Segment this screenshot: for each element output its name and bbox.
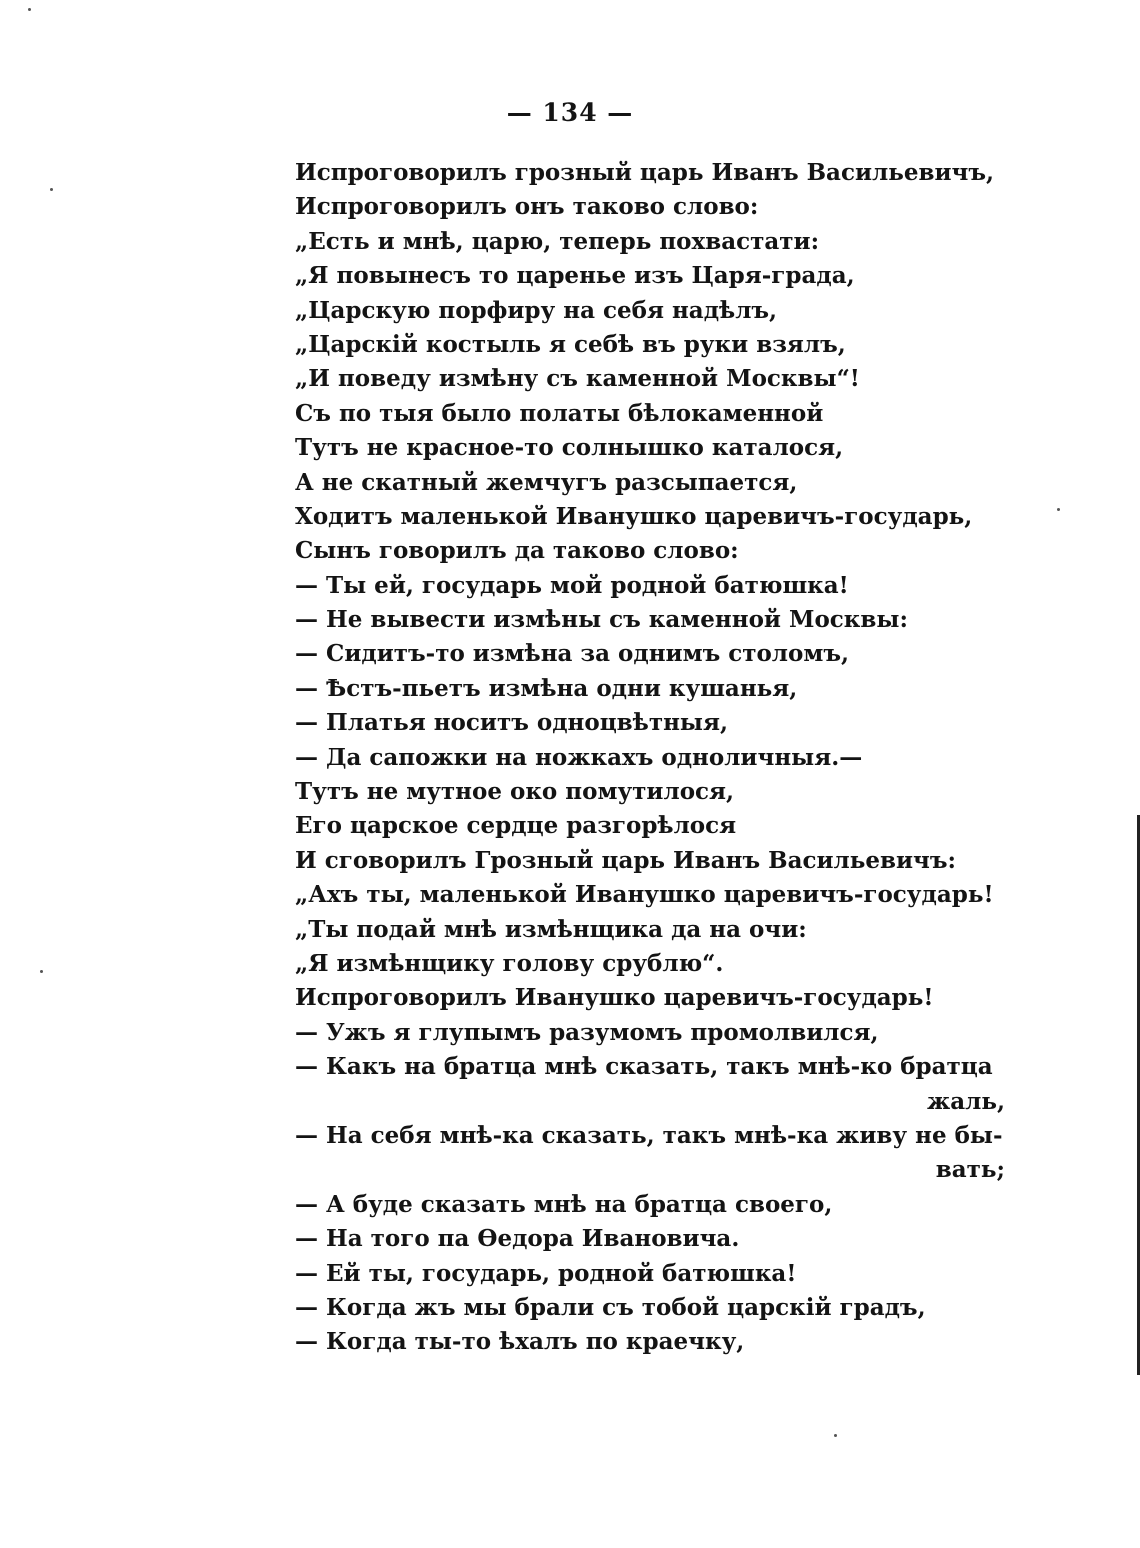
text-line: И сговорилъ Грозный царь Иванъ Васильевичъ: <box>295 846 957 874</box>
text-line: „Я измѣнщику голову срублю“. <box>295 949 724 977</box>
scan-speck <box>40 970 43 973</box>
text-line: Испроговорилъ Иванушко царевичъ-государь! <box>295 984 934 1012</box>
text-line: „Царскую порфиру на себя надѣлъ, <box>295 296 778 324</box>
text-line: — Когда ты-то ѣхалъ по краечку, <box>295 1328 745 1356</box>
scan-speck <box>28 8 31 11</box>
text-line: — Сидитъ-то измѣна за однимъ столомъ, <box>295 640 849 668</box>
poem-text <box>295 156 1005 1360</box>
text-line: Испроговорилъ онъ таково слово: <box>295 193 759 221</box>
page-number: — 134 — <box>506 98 634 127</box>
text-line: А не скатный жемчугъ разсыпается, <box>295 468 798 496</box>
text-line: „Ты подай мнѣ измѣнщика да на очи: <box>295 915 807 943</box>
scan-speck <box>834 1434 837 1437</box>
text-line: — Да сапожки на ножкахъ одноличныя.— <box>295 743 863 771</box>
text-line: — Ей ты, государь, родной батюшка! <box>295 1259 797 1287</box>
text-line: Сынъ говорилъ да таково слово: <box>295 537 739 565</box>
text-line: — Ты ей, государь мой родной батюшка! <box>295 571 849 599</box>
text-line: Тутъ не мутное око помутилося, <box>295 778 735 806</box>
text-line: „И поведу измѣну съ каменной Москвы“! <box>295 365 860 393</box>
scan-speck <box>50 188 53 191</box>
text-line: „Царскій костыль я себѣ въ руки взялъ, <box>295 330 846 358</box>
text-line: Тутъ не красное-то солнышко каталося, <box>295 434 844 462</box>
text-line: — Когда жъ мы брали съ тобой царскій градъ, <box>295 1293 926 1321</box>
text-line: — Ѣстъ-пьетъ измѣна одни кушанья, <box>295 674 798 702</box>
text-line: Испроговорилъ грозный царь Иванъ Васильевичъ, <box>295 159 994 186</box>
text-line: „Ахъ ты, маленькой Иванушко царевичъ-государь! <box>295 881 994 909</box>
text-line: — Не вывести измѣны съ каменной Москвы: <box>295 606 908 634</box>
text-line: Ходитъ маленькой Иванушко царевичъ-государь, <box>295 502 973 530</box>
text-line: Его царское сердце разгорѣлося <box>295 812 737 840</box>
text-line: — На себя мнѣ-ка сказать, такъ мнѣ-ка живу не бы- <box>295 1121 1003 1149</box>
scan-speck <box>1057 508 1060 511</box>
text-line: „Я повынесъ то царенье изъ Царя-града, <box>295 262 855 290</box>
text-line-continuation: вать; <box>935 1156 1005 1184</box>
text-line: — А буде сказать мнѣ на братца своего, <box>295 1190 833 1218</box>
text-line: — Ужъ я глупымъ разумомъ промолвился, <box>295 1018 879 1046</box>
text-line: — Какъ на братца мнѣ сказать, такъ мнѣ-ко братца <box>295 1053 993 1081</box>
text-line-continuation: жаль, <box>927 1087 1005 1115</box>
text-line: Съ по тыя было полаты бѣлокаменной <box>295 399 824 427</box>
text-line: — Платья носитъ одноцвѣтныя, <box>295 709 728 737</box>
text-line: — На того па Ѳедора Ивановича. <box>295 1225 740 1253</box>
text-line: „Есть и мнѣ, царю, теперь похвастати: <box>295 227 820 255</box>
